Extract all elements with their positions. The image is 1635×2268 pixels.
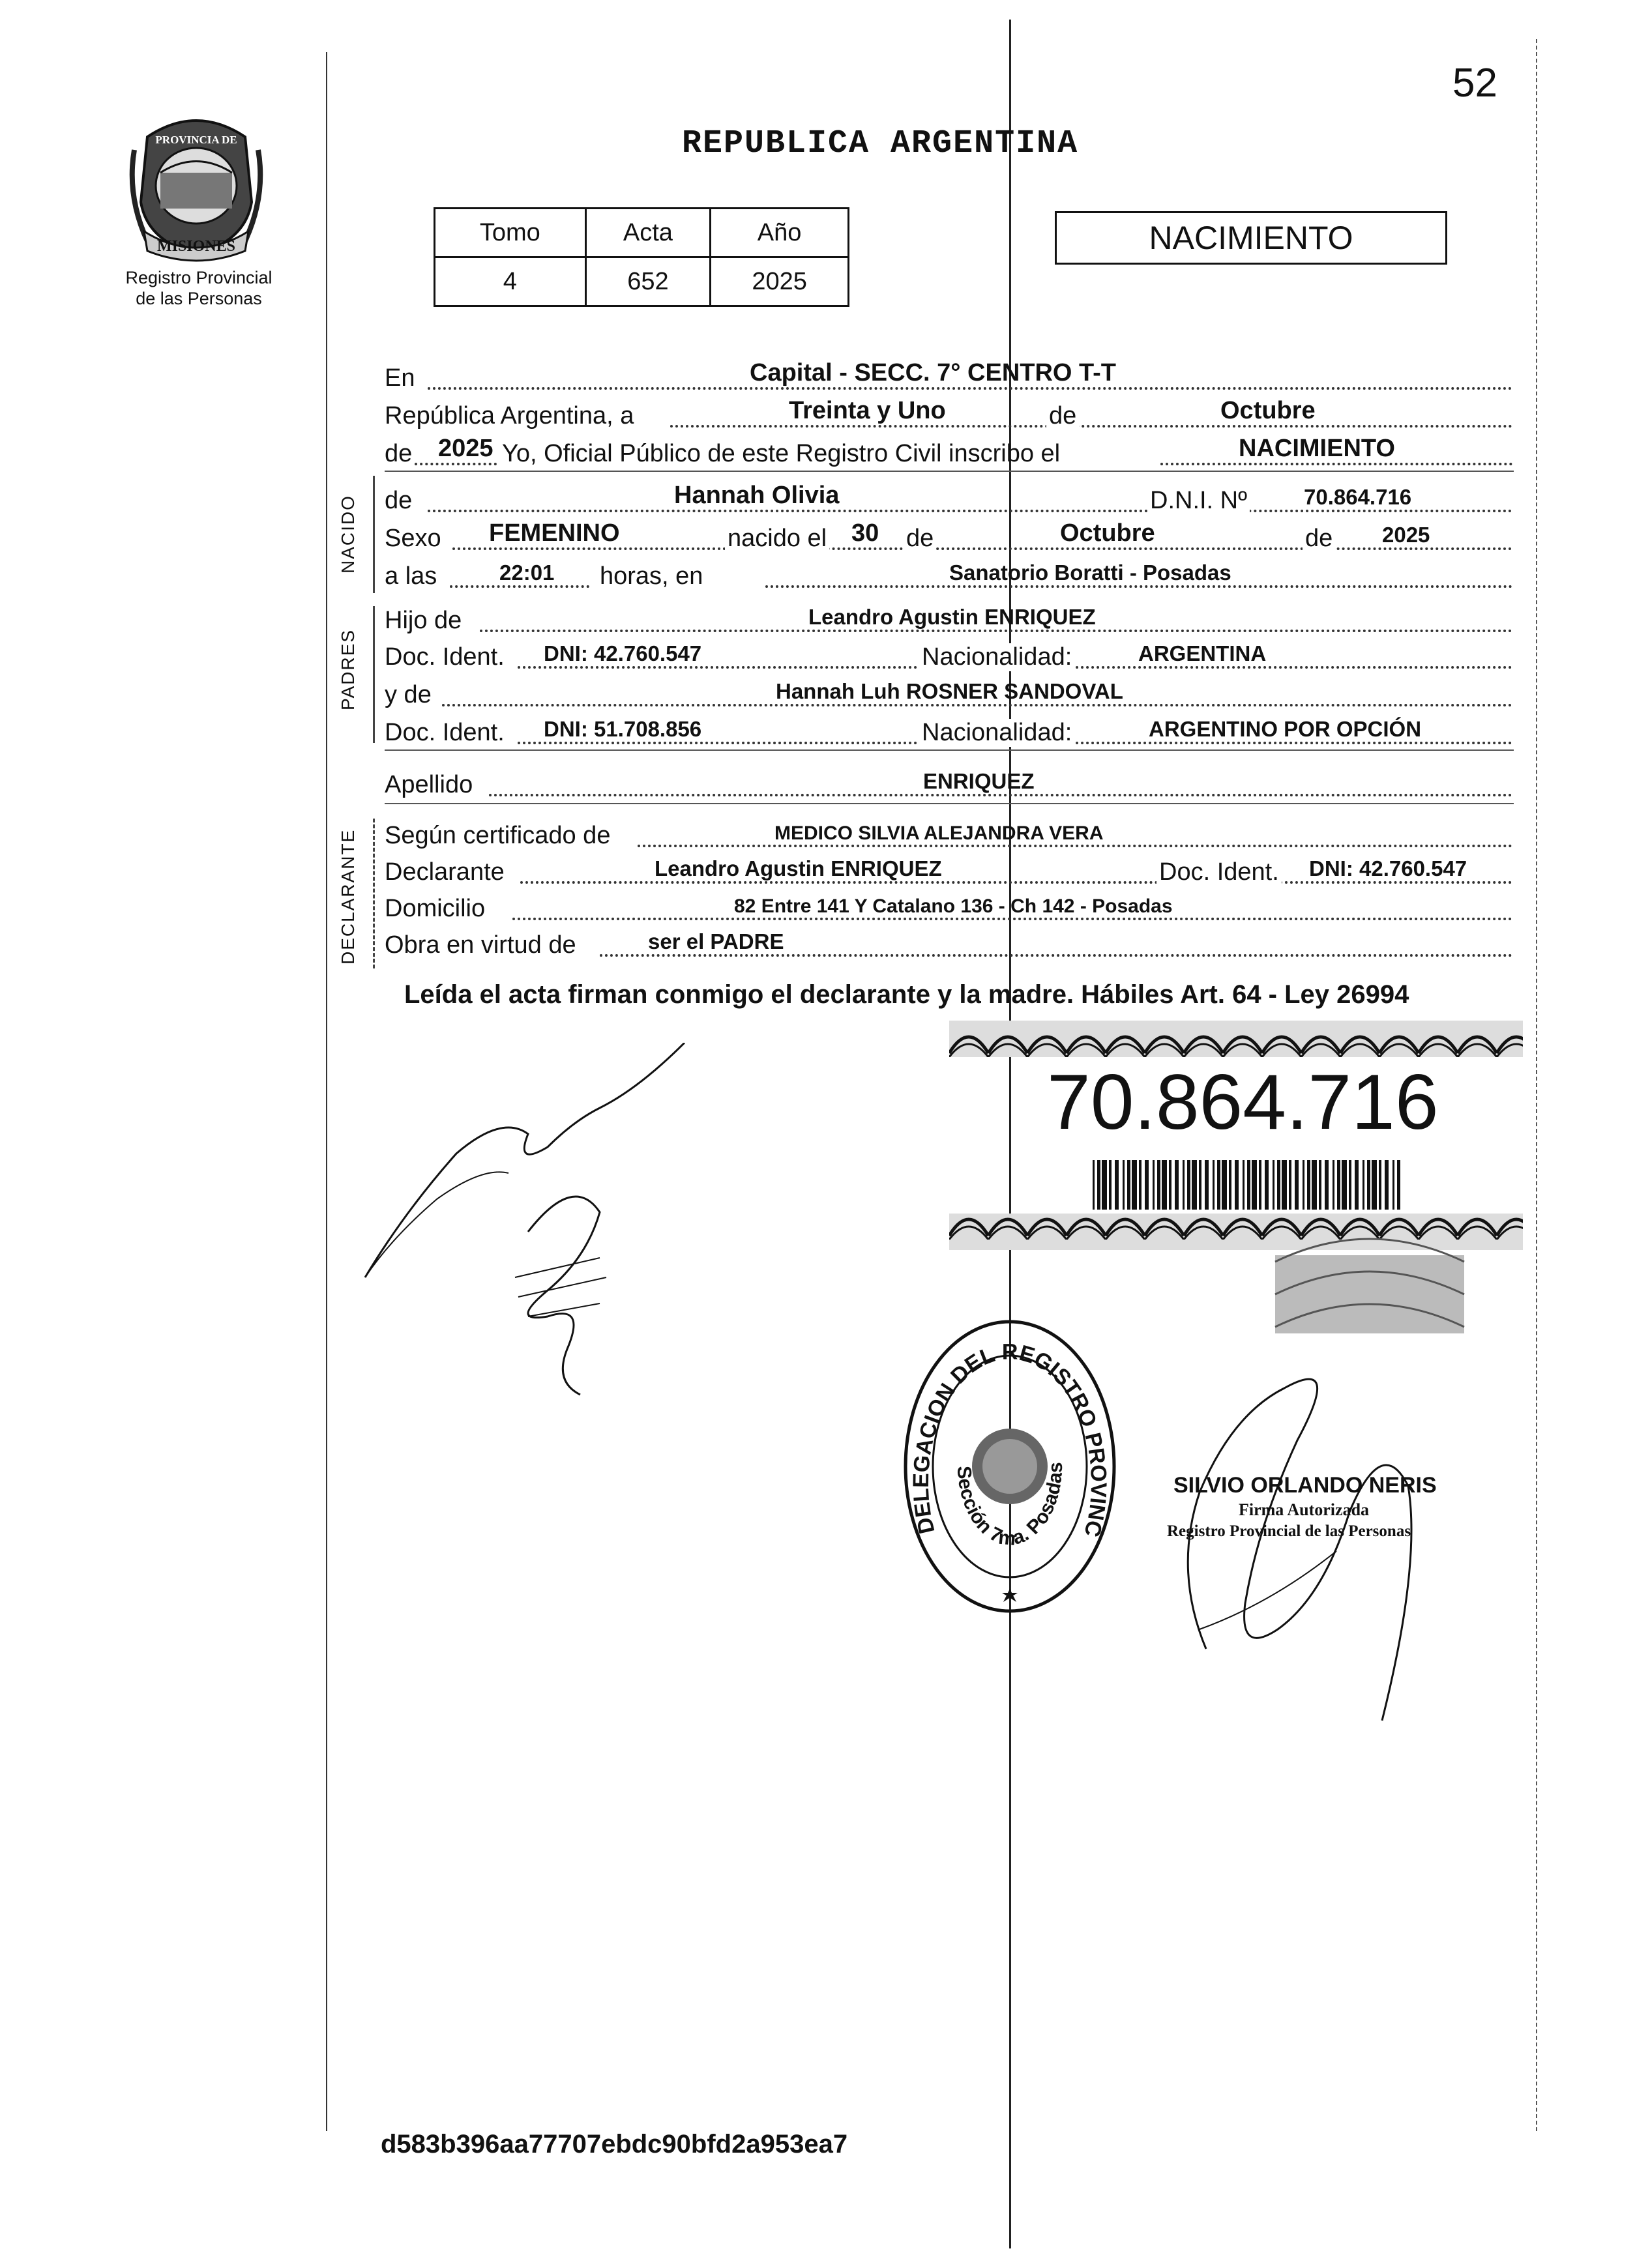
barcode-bar — [1277, 1160, 1280, 1210]
father-doc: DNI: 42.760.547 — [544, 641, 702, 665]
act-type-box: NACIMIENTO — [1055, 211, 1447, 265]
father-value: Leandro Agustin ENRIQUEZ — [808, 605, 1096, 629]
mother-dots — [442, 704, 1512, 706]
svg-text:PROVINCIA DE: PROVINCIA DE — [155, 134, 237, 146]
row-hijo — [385, 600, 1512, 636]
barcode-bar — [1192, 1160, 1197, 1210]
domicilio-dots — [512, 918, 1512, 920]
official-name: SILVIO ORLANDO NERIS — [1173, 1473, 1437, 1498]
barcode-bar — [1222, 1160, 1227, 1210]
declarante-doc-label: Doc. Ident. — [1156, 858, 1282, 886]
value-acta: 652 — [585, 257, 711, 306]
republica-dots — [670, 425, 1512, 428]
sexo-value: FEMENINO — [489, 519, 620, 547]
segun-label: Según certificado de — [385, 822, 611, 849]
barcode-bar — [1367, 1160, 1370, 1210]
barcode-bar — [1259, 1160, 1261, 1210]
barcode-bar — [1169, 1160, 1171, 1210]
nacido-label: nacido el — [725, 525, 829, 553]
barcode-bar — [1342, 1160, 1347, 1210]
name-value: Hannah Olivia — [674, 482, 840, 509]
barcode-bar — [1153, 1160, 1155, 1210]
doc-label-2: Doc. Ident. — [385, 719, 505, 746]
value-tomo: 4 — [435, 257, 586, 306]
inscribo-dots — [1160, 463, 1512, 465]
separator-line — [385, 471, 1514, 472]
barcode-bar — [1349, 1160, 1351, 1210]
de-label-2: de — [904, 525, 936, 553]
barcode-bar — [1217, 1160, 1220, 1210]
barcode-bar — [1127, 1160, 1130, 1210]
barcode-bar — [1385, 1160, 1389, 1210]
barcode-bar — [1355, 1160, 1359, 1210]
barcode-bar — [1379, 1160, 1381, 1210]
official-signature — [1154, 1356, 1434, 1747]
barcode-bar — [1243, 1160, 1245, 1210]
dni-value: 70.864.716 — [1304, 485, 1412, 509]
barcode-bar — [1145, 1160, 1149, 1210]
declarant-signature — [352, 1043, 717, 1408]
table-row — [435, 257, 849, 306]
inscribo-label: Yo, Oficial Público de este Registro Civil inscribo el — [502, 440, 1061, 467]
inscribo-value: NACIMIENTO — [1239, 435, 1395, 462]
en-value: Capital - SECC. 7° CENTRO T-T — [750, 359, 1117, 386]
father-nat: ARGENTINA — [1138, 641, 1267, 665]
declarante-value: Leandro Agustin ENRIQUEZ — [655, 856, 942, 880]
doc-label: Doc. Ident. — [385, 643, 505, 671]
apellido-value: ENRIQUEZ — [923, 769, 1035, 793]
mother-doc: DNI: 51.708.856 — [544, 717, 702, 741]
barcode-bar — [1265, 1160, 1269, 1210]
barcode-bar — [1392, 1160, 1394, 1210]
en-label: En — [385, 364, 415, 392]
svg-text:DELEGACION DEL REGISTRO PROVIN: DELEGACION DEL REGISTRO PROVINC — [908, 1339, 1112, 1539]
row-mother-doc — [385, 712, 1512, 748]
row-hora — [385, 555, 1512, 592]
barcode-bar — [1303, 1160, 1304, 1210]
barcode-bar — [1235, 1160, 1239, 1210]
barcode-bar — [1312, 1160, 1317, 1210]
place-value: Sanatorio Boratti - Posadas — [949, 560, 1231, 585]
row-republica — [385, 395, 1512, 431]
birth-month: Octubre — [1060, 519, 1155, 547]
barcode-bar — [1252, 1160, 1257, 1210]
birth-day: 30 — [851, 519, 879, 547]
section-nacido: NACIDO — [338, 495, 358, 574]
separator-line-3 — [385, 803, 1514, 804]
document-hash: d583b396aa77707ebdc90bfd2a953ea7 — [381, 2130, 848, 2159]
obra-value: ser el PADRE — [648, 929, 784, 953]
name-label: de — [385, 487, 413, 514]
row-inscribo — [385, 433, 1512, 469]
sexo-dots — [452, 547, 1512, 550]
declarante-label: Declarante — [385, 858, 505, 886]
year-dots — [415, 463, 497, 465]
closing-statement: Leída el acta firman conmigo el declarante y la madre. Hábiles Art. 64 - Ley 26994 — [404, 980, 1409, 1009]
de-label-3: de — [1303, 525, 1335, 553]
barcode-bar — [1115, 1160, 1119, 1210]
barcode-bar — [1397, 1160, 1400, 1210]
barcode-bar — [1093, 1160, 1095, 1210]
barcode-bar — [1325, 1160, 1329, 1210]
svg-text:Sección 7ma. Posadas: Sección 7ma. Posadas — [952, 1462, 1067, 1550]
domicilio-label: Domicilio — [385, 895, 486, 922]
padres-bracket — [373, 606, 375, 743]
official-role: Firma Autorizada — [1239, 1500, 1370, 1519]
row-segun — [385, 815, 1512, 851]
barcode-bar — [1102, 1160, 1107, 1210]
domicilio-value: 82 Entre 141 Y Catalano 136 - Ch 142 - Posadas — [734, 895, 1173, 917]
barcode-bar — [1205, 1160, 1209, 1210]
barcode-bar — [1213, 1160, 1215, 1210]
hour-value: 22:01 — [499, 560, 555, 585]
institution-label: Registro Provincial de las Personas — [125, 268, 272, 308]
barcode-bar — [1123, 1160, 1125, 1210]
page-number: 52 — [1452, 61, 1497, 106]
header-tomo: Tomo — [435, 209, 586, 257]
year-prefix: de — [385, 440, 413, 467]
section-padres: PADRES — [338, 628, 358, 710]
row-domicilio — [385, 888, 1512, 924]
header-acta: Acta — [585, 209, 711, 257]
barcode-bar — [1247, 1160, 1250, 1210]
declarante-doc: DNI: 42.760.547 — [1309, 856, 1467, 880]
nac-label-2: Nacionalidad: — [919, 719, 1074, 747]
barcode-bar — [1157, 1160, 1160, 1210]
barcode-bar — [1372, 1160, 1377, 1210]
barcode-bar — [1229, 1160, 1231, 1210]
apellido-label: Apellido — [385, 771, 473, 798]
row-sexo — [385, 517, 1512, 554]
de-label: de — [1046, 402, 1079, 430]
barcode-bar — [1097, 1160, 1100, 1210]
row-declarante — [385, 851, 1512, 888]
hijo-dots — [480, 630, 1512, 632]
barcode-bar — [1282, 1160, 1287, 1210]
mother-value: Hannah Luh ROSNER SANDOVAL — [776, 679, 1123, 703]
declarante-dots — [520, 881, 1512, 884]
barcode-bar — [1199, 1160, 1201, 1210]
barcode-bar — [1132, 1160, 1137, 1210]
republica-label: República Argentina, a — [385, 402, 634, 429]
segun-value: MEDICO SILVIA ALEJANDRA VERA — [774, 822, 1104, 844]
apellido-dots — [489, 794, 1512, 796]
hora-dots — [450, 585, 589, 588]
barcode-bar — [1295, 1160, 1299, 1210]
row-mother — [385, 674, 1512, 710]
day-value: Treinta y Uno — [789, 397, 946, 424]
birth-year: 2025 — [1382, 523, 1430, 547]
barcode-bar — [1362, 1160, 1364, 1210]
barcode-bar — [1273, 1160, 1274, 1210]
barcode-bar — [1337, 1160, 1340, 1210]
nacido-bracket — [373, 476, 375, 593]
obra-dots — [600, 954, 1512, 957]
barcode-bar — [1183, 1160, 1185, 1210]
barcode-bar — [1319, 1160, 1321, 1210]
barcode-bar — [1289, 1160, 1291, 1210]
hijo-label: Hijo de — [385, 607, 462, 634]
obra-label: Obra en virtud de — [385, 931, 576, 959]
barcode-bar — [1333, 1160, 1334, 1210]
right-margin-line — [1536, 39, 1537, 2131]
province-logo — [121, 111, 271, 267]
barcode-bar — [1109, 1160, 1112, 1210]
mother-nat: ARGENTINO POR OPCIÓN — [1149, 717, 1422, 741]
registry-stamp — [896, 1310, 1124, 1623]
left-margin-line — [326, 52, 327, 2131]
svg-text:MISIONES: MISIONES — [156, 238, 236, 255]
row-father-doc — [385, 636, 1512, 673]
section-declarante: DECLARANTE — [338, 828, 358, 965]
en-dots — [428, 387, 1512, 390]
document-title: REPUBLICA ARGENTINA — [682, 125, 1079, 162]
table-header-row — [435, 209, 849, 257]
alas-label: a las — [385, 562, 437, 590]
official-office: Registro Provincial de las Personas — [1167, 1522, 1411, 1540]
sexo-label: Sexo — [385, 525, 441, 552]
dni-label: D.N.I. Nº — [1147, 487, 1250, 515]
row-apellido — [385, 764, 1512, 800]
nac-label: Nacionalidad: — [919, 643, 1074, 671]
declarante-bracket — [373, 819, 375, 968]
barcode-bar — [1175, 1160, 1179, 1210]
horas-label: horas, en — [600, 562, 703, 590]
barcode-number: 70.864.716 — [1047, 1058, 1439, 1146]
barcode-bar — [1162, 1160, 1167, 1210]
month-value: Octubre — [1220, 397, 1316, 424]
place-dots — [765, 585, 1512, 588]
row-obra — [385, 924, 1512, 961]
row-name — [385, 480, 1512, 516]
registry-table — [434, 207, 849, 307]
header-anio: Año — [711, 209, 849, 257]
row-en — [385, 357, 1512, 394]
segun-dots — [638, 845, 1512, 847]
year-value: 2025 — [438, 435, 493, 462]
barcode-bar — [1187, 1160, 1190, 1210]
barcode-bar — [1307, 1160, 1310, 1210]
yde-label: y de — [385, 681, 432, 708]
barcode-bar — [1139, 1160, 1142, 1210]
separator-line-2 — [385, 749, 1514, 751]
value-anio: 2025 — [711, 257, 849, 306]
name-dots — [428, 510, 1512, 512]
